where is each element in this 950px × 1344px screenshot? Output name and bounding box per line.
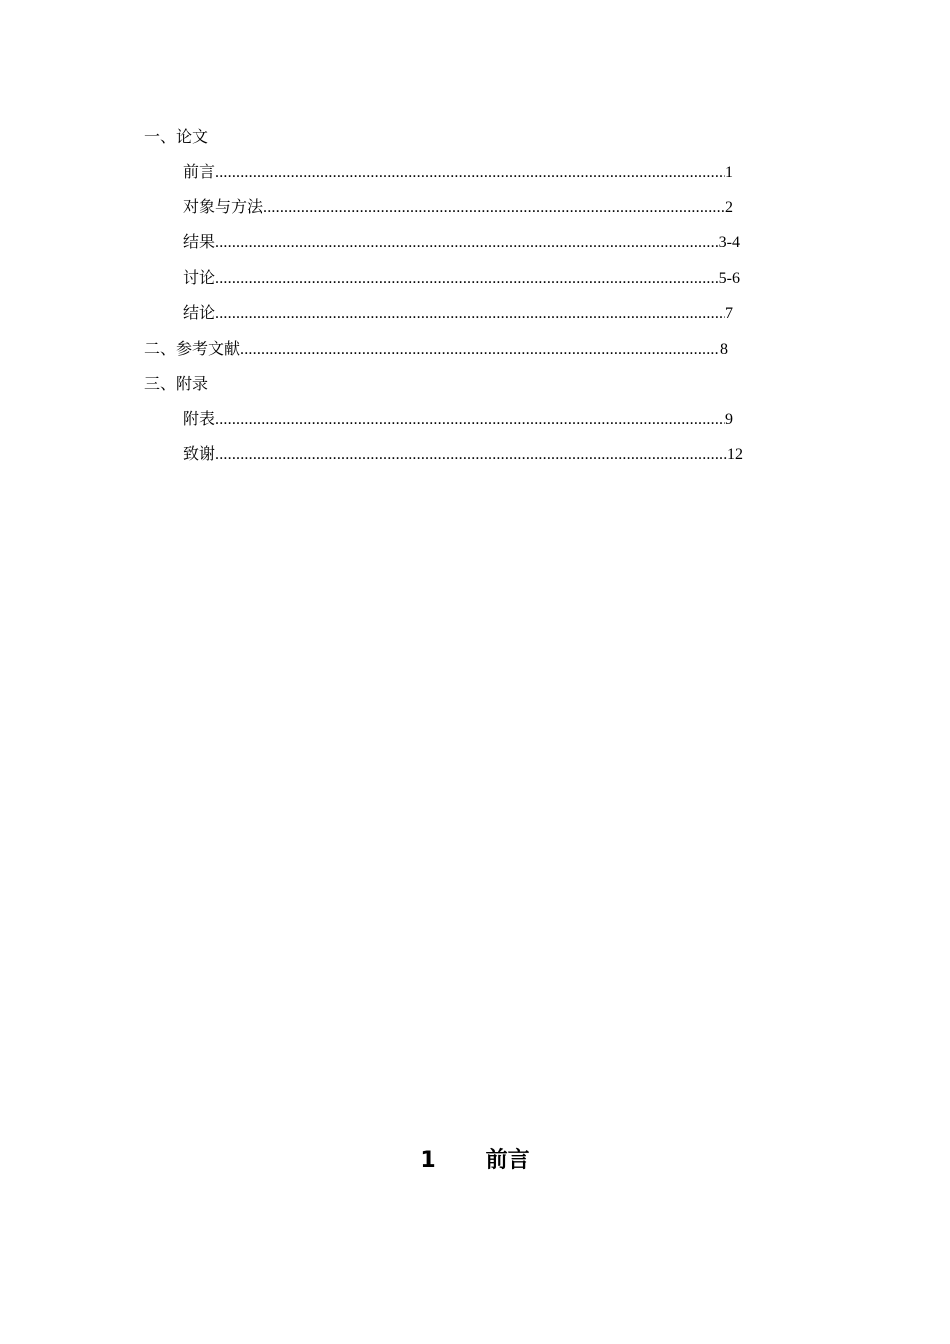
toc-entry-preface[interactable] (183, 160, 733, 184)
toc-page-number: 9 (725, 411, 733, 428)
table-of-contents (0, 0, 950, 480)
toc-label: 一、论文 (144, 127, 209, 146)
toc-entry-methods[interactable] (183, 195, 733, 219)
toc-page-number: 12 (727, 446, 743, 463)
section-number: 1 (420, 1148, 436, 1173)
toc-leader-dots (263, 196, 725, 220)
toc-label: 附表 (183, 409, 216, 428)
toc-entry-conclusion[interactable] (183, 301, 733, 325)
toc-entry-acknowledgements[interactable] (183, 442, 743, 466)
toc-label: 三、附录 (144, 374, 209, 393)
toc-label: 对象与方法 (183, 197, 264, 216)
toc-leader-dots (215, 161, 725, 185)
toc-label: 结论 (183, 303, 216, 322)
toc-entry-references[interactable] (144, 337, 728, 361)
toc-page-number: 5-6 (718, 270, 740, 287)
toc-label: 前言 (183, 162, 216, 181)
toc-entry-results[interactable] (183, 230, 740, 254)
toc-leader-dots (215, 302, 725, 326)
toc-label: 二、参考文献 (144, 339, 241, 358)
toc-leader-dots (215, 231, 719, 255)
toc-leader-dots (215, 408, 725, 432)
toc-page-number: 2 (725, 199, 733, 216)
toc-entry-discussion[interactable] (183, 266, 740, 290)
toc-leader-dots (240, 338, 720, 362)
section-heading (0, 1144, 950, 1178)
toc-label: 讨论 (183, 268, 216, 287)
toc-label: 致谢 (183, 444, 216, 463)
toc-leader-dots (215, 443, 727, 467)
toc-entry-appendix-tables[interactable] (183, 407, 733, 431)
toc-section-appendix (144, 372, 208, 396)
toc-page-number: 3-4 (718, 234, 740, 251)
toc-page-number: 8 (720, 341, 728, 358)
section-title: 前言 (485, 1148, 530, 1173)
toc-label: 结果 (183, 232, 216, 251)
toc-leader-dots (215, 267, 719, 291)
toc-page-number: 7 (725, 305, 733, 322)
toc-page-number: 1 (725, 164, 733, 181)
toc-section-thesis (144, 125, 208, 149)
